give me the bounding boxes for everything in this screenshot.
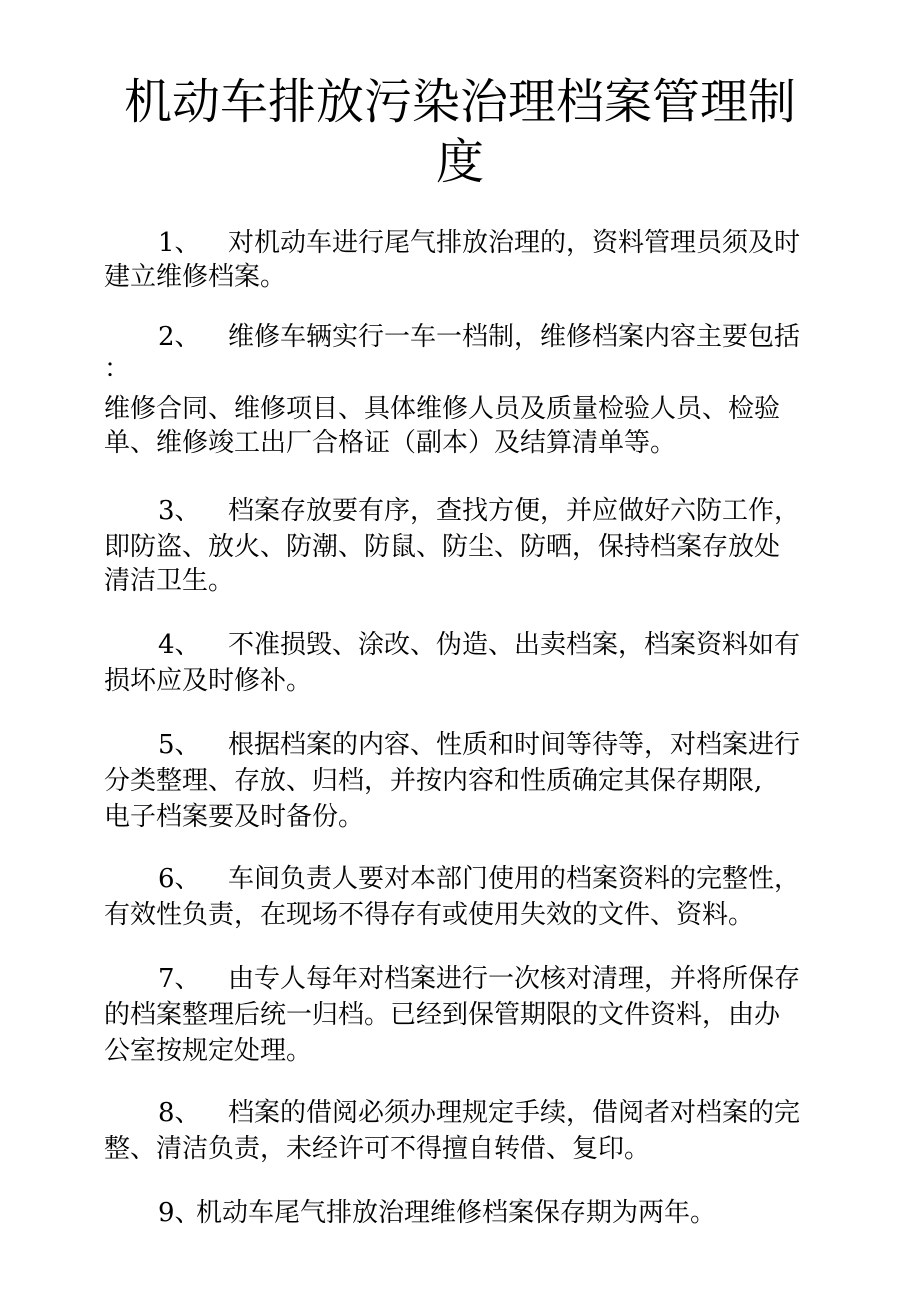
clause-number: 5、 xyxy=(158,730,201,760)
clause-text-line: 档案的借阅必须办理规定手续，借阅者对档案的完 xyxy=(228,1098,801,1128)
clause-number: 3、 xyxy=(158,496,201,526)
clause-text-line: 分类整理、存放、归档，并按内容和性质确定其保存期限, xyxy=(104,766,763,796)
clause-text-line: ： xyxy=(104,354,131,384)
clause-text-line: 对机动车进行尾气排放治理的，资料管理员须及时 xyxy=(228,228,801,258)
clause-text-line: 维修合同、维修项目、具体维修人员及质量检验人员、检验 xyxy=(104,394,781,424)
clause-text-line: 根据档案的内容、性质和时间等待等，对档案进行 xyxy=(228,730,801,760)
clause-number: 6、 xyxy=(158,864,201,894)
clause-number: 1、 xyxy=(158,228,201,258)
clause-number: 4、 xyxy=(158,630,201,660)
clause-text-line: 单、维修竣工出厂合格证（副本）及结算清单等。 xyxy=(104,428,677,458)
clause-number: 7、 xyxy=(158,964,201,994)
clause-text-line: 清洁卫生。 xyxy=(104,566,235,596)
clause-text-line: 电子档案要及时备份。 xyxy=(104,802,365,832)
clause-text-line: 不准损毁、涂改、伪造、出卖档案，档案资料如有 xyxy=(228,630,801,660)
clause-text-line: 的档案整理后统一归档。已经到保管期限的文件资料，由办 xyxy=(104,1000,781,1030)
clause-text-line: 即防盗、放火、防潮、防鼠、防尘、防晒，保持档案存放处 xyxy=(104,532,781,562)
clause-text-line: 由专人每年对档案进行一次核对清理，并将所保存 xyxy=(228,964,801,994)
clause-number: 2、 xyxy=(158,322,201,352)
clause-text-line: 维修车辆实行一车一档制，维修档案内容主要包括 xyxy=(228,322,801,352)
clause-number: 8、 xyxy=(158,1098,201,1128)
document-title-line2: 度 xyxy=(435,134,484,190)
clause-text-line: 有效性负责，在现场不得存有或使用失效的文件、资料。 xyxy=(104,900,755,930)
clause-text-line: 整、清洁负责，未经许可不得擅自转借、复印。 xyxy=(104,1134,651,1164)
clause-text-line: 建立维修档案。 xyxy=(104,262,287,292)
clause-text-line: 损坏应及时修补。 xyxy=(104,666,313,696)
clause-text-line: 机动车尾气排放治理维修档案保存期为两年。 xyxy=(196,1198,717,1228)
clause-number: 9、 xyxy=(158,1198,201,1228)
clause-text-line: 公室按规定处理。 xyxy=(104,1036,313,1066)
clause-text-line: 车间负责人要对本部门使用的档案资料的完整性， xyxy=(228,864,801,894)
clause-text-line: 档案存放要有序，查找方便，并应做好六防工作， xyxy=(228,496,801,526)
document-title-line1: 机动车排放污染治理档案管理制 xyxy=(123,74,796,130)
